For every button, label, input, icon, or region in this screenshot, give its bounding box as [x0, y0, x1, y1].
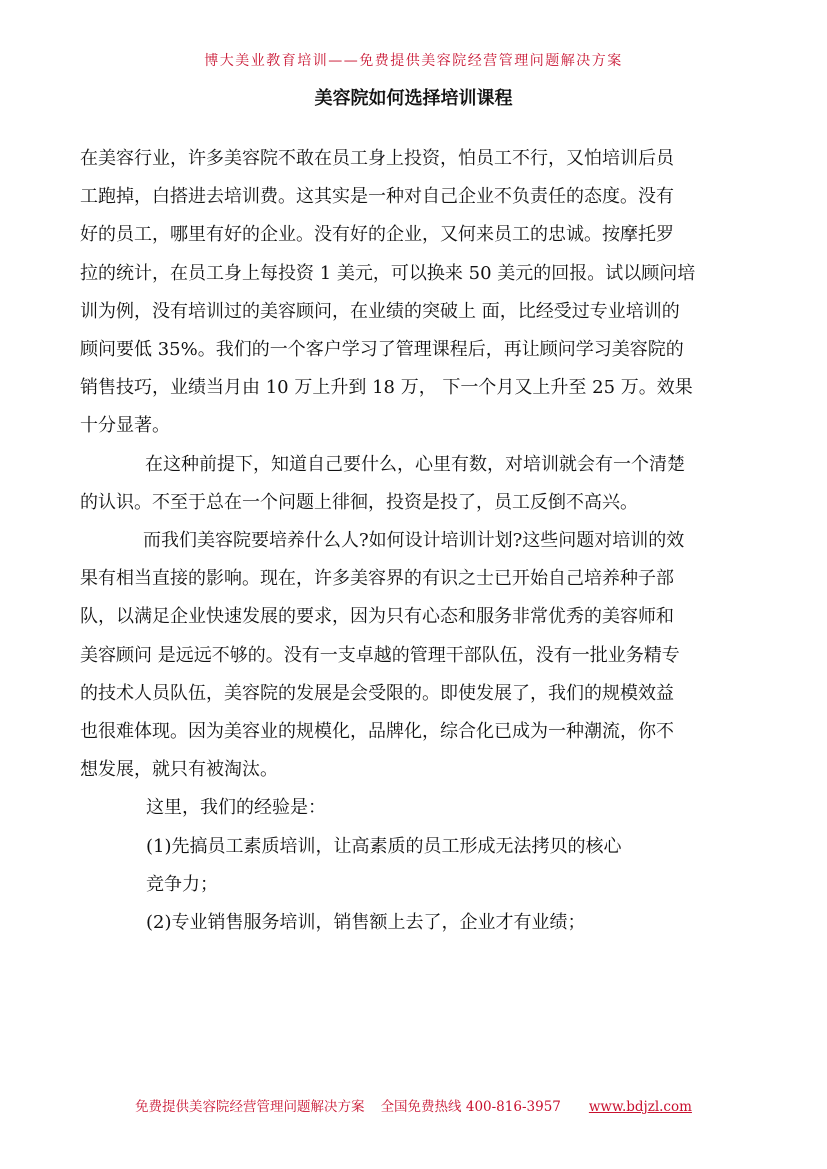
list-item: (1)先搞员工素质培训，让高素质的员工形成无法拷贝的核心: [146, 835, 622, 857]
text-line: 顾问要低 35%。我们的一个客户学习了管理课程后，再让顾问学习美容院的: [80, 339, 684, 361]
text-line: 在美容行业，许多美容院不敢在员工身上投资，怕员工不行，又怕培训后员: [80, 148, 674, 169]
experience-section: [80, 789, 750, 942]
footer-hotline: 全国免费热线 400-816-3957: [380, 1099, 561, 1115]
document-body: [80, 140, 750, 942]
text-line: 果有相当直接的影响。现在，许多美容界的有识之士已开始自己培养种子部: [80, 568, 674, 590]
text-line: 的技术人员队伍，美容院的发展是会受限的。即使发展了，我们的规模效益: [80, 682, 674, 704]
text-line: 拉的统计，在员工身上每投资 1 美元，可以换来 50 美元的回报。试以顾问培: [80, 262, 696, 284]
text-line: 训为例，没有培训过的美容顾问，在业绩的突破上 面，比经受过专业培训的: [80, 300, 680, 322]
text-line: 想发展，就只有被淘汰。: [80, 759, 278, 781]
text-line: 好的员工，哪里有好的企业。没有好的企业，又何来员工的忠诚。按摩托罗: [80, 224, 674, 246]
text-line: 也很难体现。因为美容业的规模化，品牌化，综合化已成为一种潮流，你不: [80, 721, 674, 743]
page-header: 博大美业教育培训——免费提供美容院经营管理问题解决方案: [204, 53, 623, 69]
text-line: 而我们美容院要培养什么人?如何设计培训计划?这些问题对培训的效: [143, 530, 685, 552]
paragraph-3: [80, 522, 750, 789]
text-line: 美容顾问 是远远不够的。没有一支卓越的管理干部队伍，没有一批业务精专: [80, 644, 680, 666]
text-line: 在这种前提下，知道自己要什么，心里有数，对培训就会有一个清楚: [145, 453, 685, 475]
page-footer: [0, 1095, 827, 1115]
text-line: 十分显著。: [80, 415, 170, 437]
text-line: 工跑掉，白搭进去培训费。这其实是一种对自己企业不负责任的态度。没有: [80, 186, 674, 208]
text-line: 销售技巧，业绩当月由 10 万上升到 18 万， 下一个月又上升至 25 万。效果: [80, 377, 693, 399]
paragraph-1: [80, 140, 750, 446]
list-item: 竞争力；: [146, 873, 218, 895]
document-title: 美容院如何选择培训课程: [314, 88, 513, 109]
experience-intro: 这里，我们的经验是：: [146, 797, 326, 819]
list-item: (2)专业销售服务培训，销售额上去了，企业才有业绩；: [146, 912, 586, 934]
text-line: 队，以满足企业快速发展的要求，因为只有心态和服务非常优秀的美容师和: [80, 606, 674, 628]
footer-url-link[interactable]: www.bdjzl.com: [588, 1099, 692, 1115]
paragraph-2: [80, 446, 750, 522]
text-line: 的认识。不至于总在一个问题上徘徊，投资是投了，员工反倒不高兴。: [80, 491, 638, 513]
footer-slogan: 免费提供美容院经营管理问题解决方案: [135, 1099, 365, 1115]
